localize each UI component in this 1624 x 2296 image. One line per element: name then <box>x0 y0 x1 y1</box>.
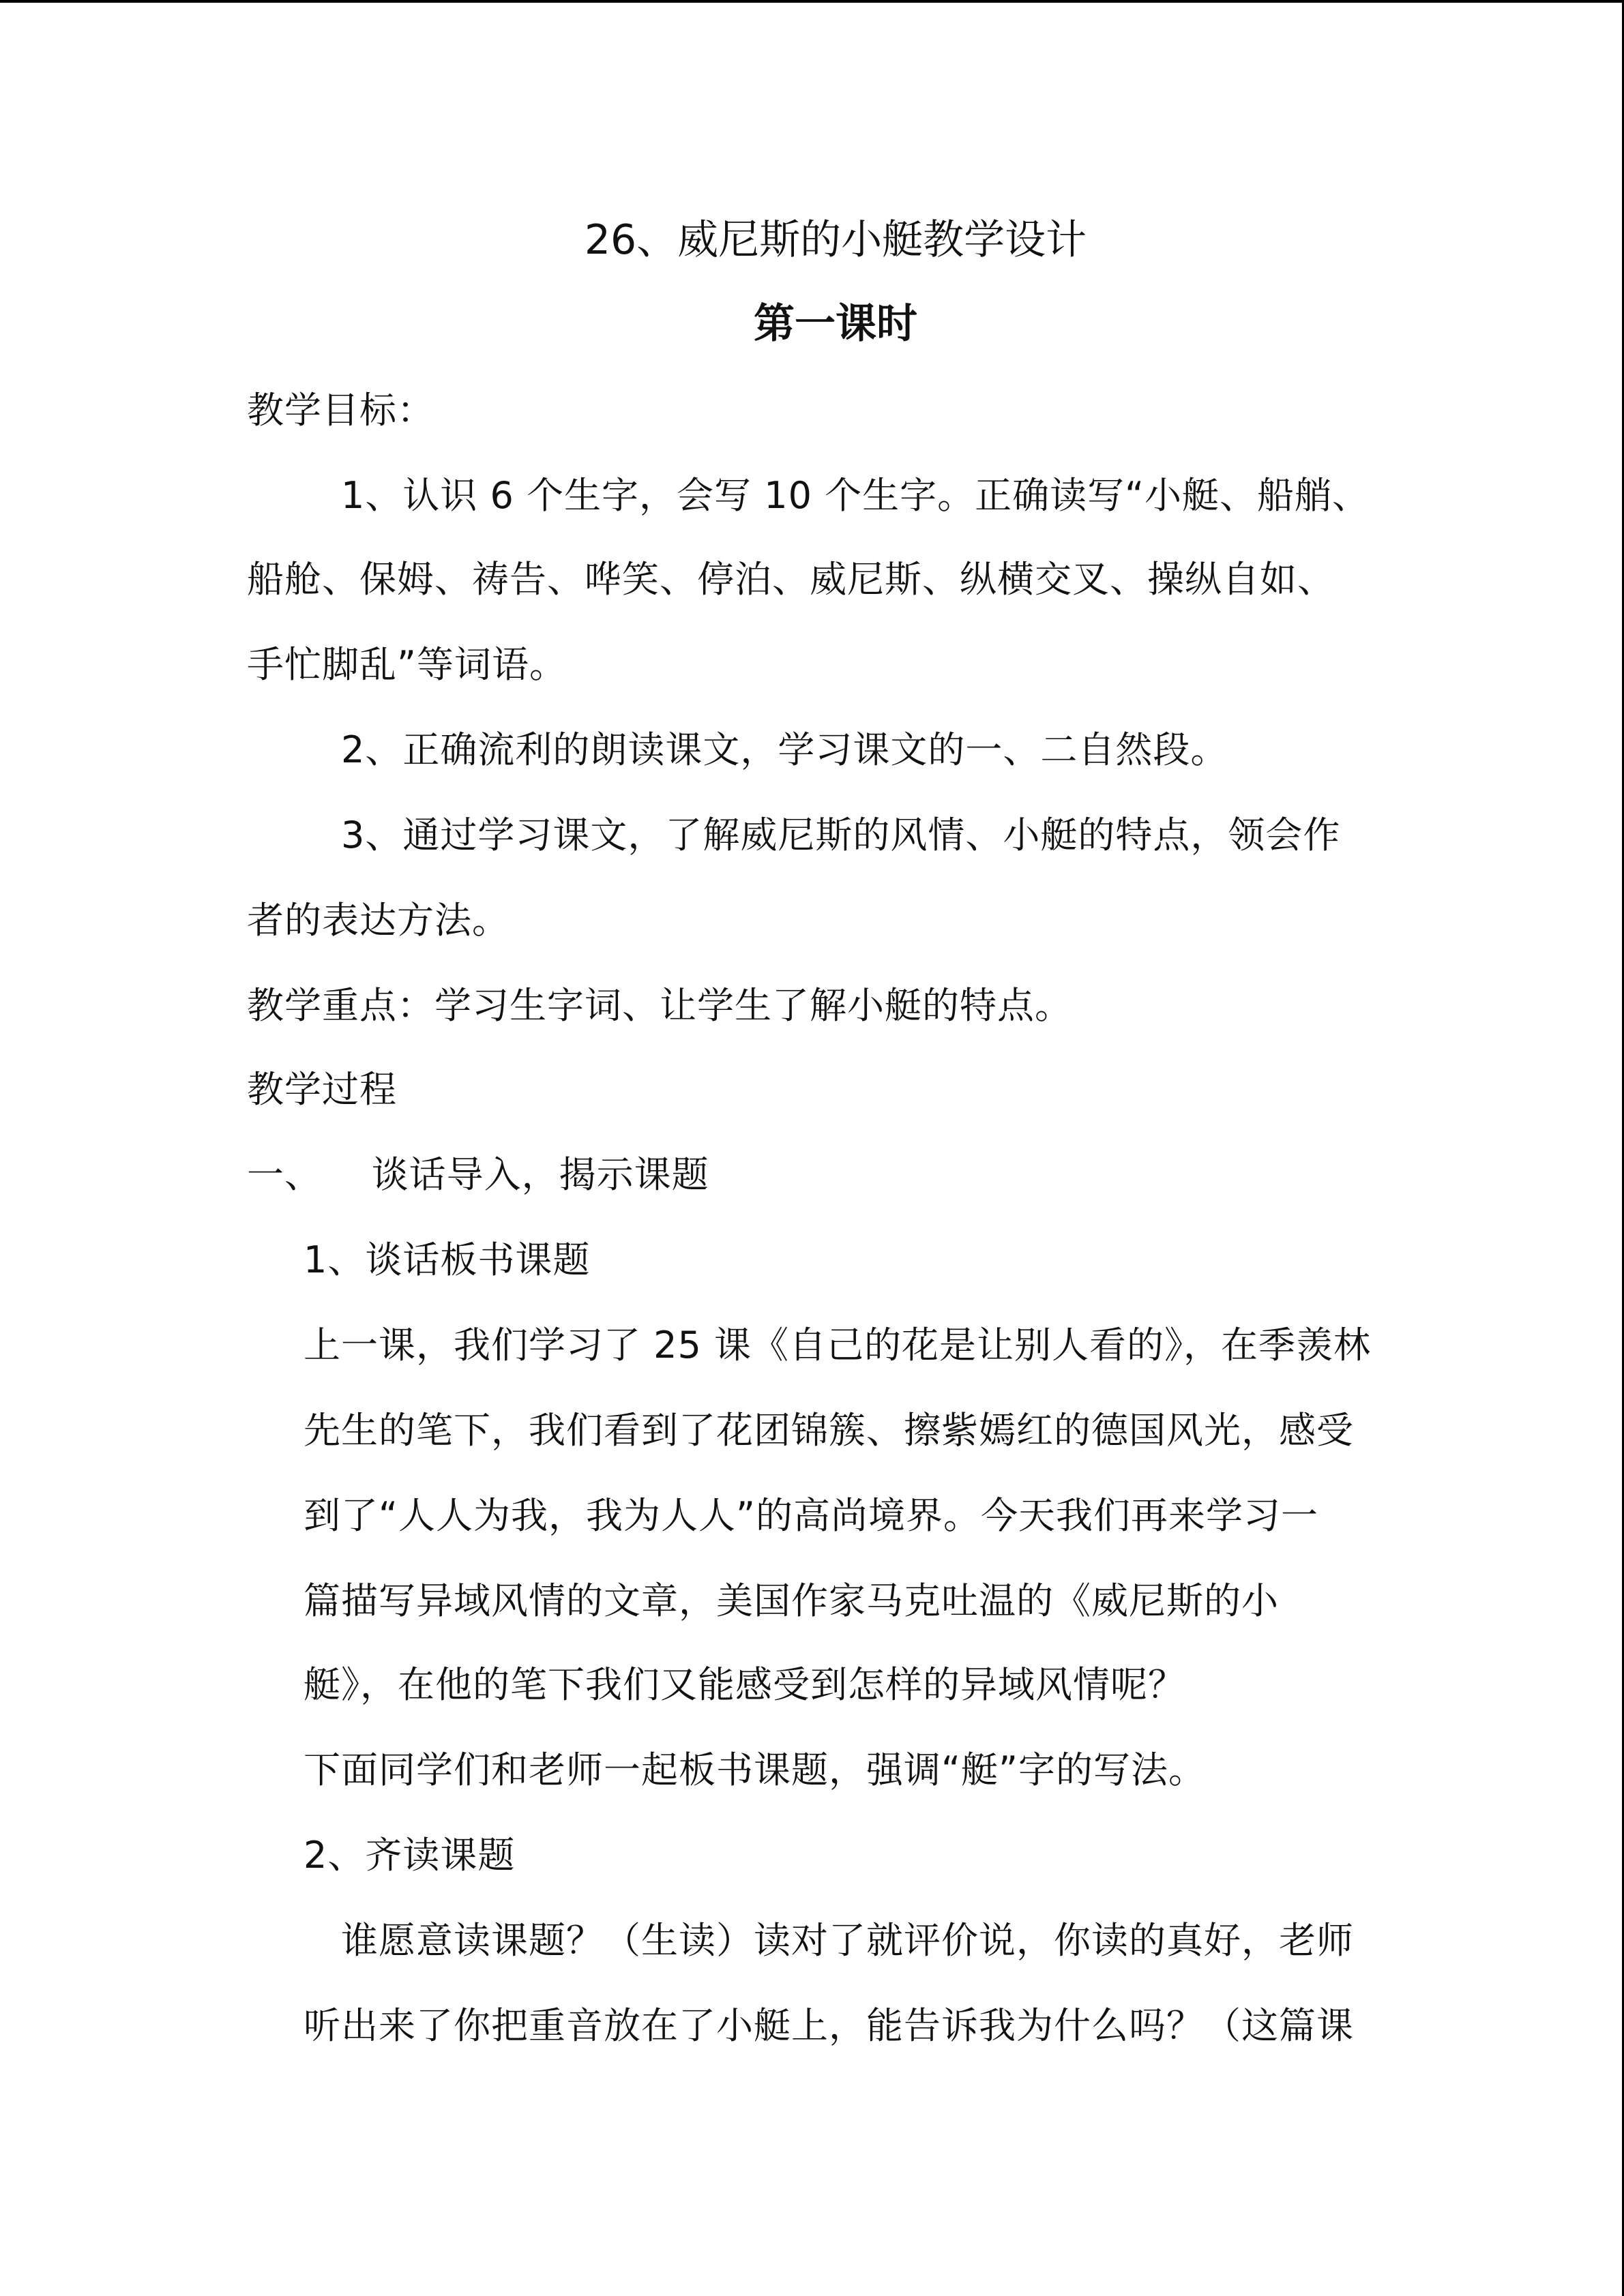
page-border-top <box>0 0 1624 3</box>
document-subtitle: 第一课时 <box>754 300 917 348</box>
paragraph-line: 先生的笔下，我们看到了花团锦簇、擦紫嫣红的德国风光，感受 <box>304 1409 1354 1452</box>
paragraph-line: 下面同学们和老师一起板书课题，强调“艇”字的写法。 <box>304 1748 1206 1791</box>
paragraph-line: 篇描写异域风情的文章，美国作家马克吐温的《威尼斯的小 <box>304 1579 1279 1622</box>
paragraph-line-teaching-focus: 教学重点：学习生字词、让学生了解小艇的特点。 <box>247 984 1072 1027</box>
paragraph-line: 者的表达方法。 <box>247 899 510 942</box>
paragraph-line: 手忙脚乱”等词语。 <box>247 643 567 686</box>
paragraph-line-teaching-goals: 教学目标： <box>247 389 434 432</box>
paragraph-line: 上一课，我们学习了 25 课《自己的花是让别人看的》，在季羡林 <box>304 1324 1372 1367</box>
subsection-heading: 1、谈话板书课题 <box>304 1238 591 1281</box>
paragraph-line: 艇》，在他的笔下我们又能感受到怎样的异域风情呢？ <box>304 1663 1185 1706</box>
paragraph-line: 船舱、保姆、祷告、哗笑、停泊、威尼斯、纵横交叉、操纵自如、 <box>247 558 1335 601</box>
paragraph-line: 到了“人人为我，我为人人”的高尚境界。今天我们再来学习一 <box>304 1494 1318 1537</box>
subsection-heading: 2、齐读课题 <box>304 1834 516 1877</box>
document-title: 26、威尼斯的小艇教学设计 <box>584 216 1087 264</box>
paragraph-line: 3、通过学习课文，了解威尼斯的风情、小艇的特点，领会作 <box>341 814 1341 856</box>
paragraph-line: 听出来了你把重音放在了小艇上，能告诉我为什么吗？（这篇课 <box>304 2004 1354 2047</box>
paragraph-line: 1、认识 6 个生字，会写 10 个生字。正确读写“小艇、船艄、 <box>341 474 1370 517</box>
paragraph-line: 谁愿意读课题？（生读）读对了就评价说，你读的真好，老师 <box>341 1919 1354 1962</box>
section-heading: 一、 谈话导入，揭示课题 <box>247 1153 709 1196</box>
paragraph-line: 2、正确流利的朗读课文，学习课文的一、二自然段。 <box>341 728 1228 771</box>
paragraph-line-teaching-process: 教学过程 <box>247 1068 397 1111</box>
